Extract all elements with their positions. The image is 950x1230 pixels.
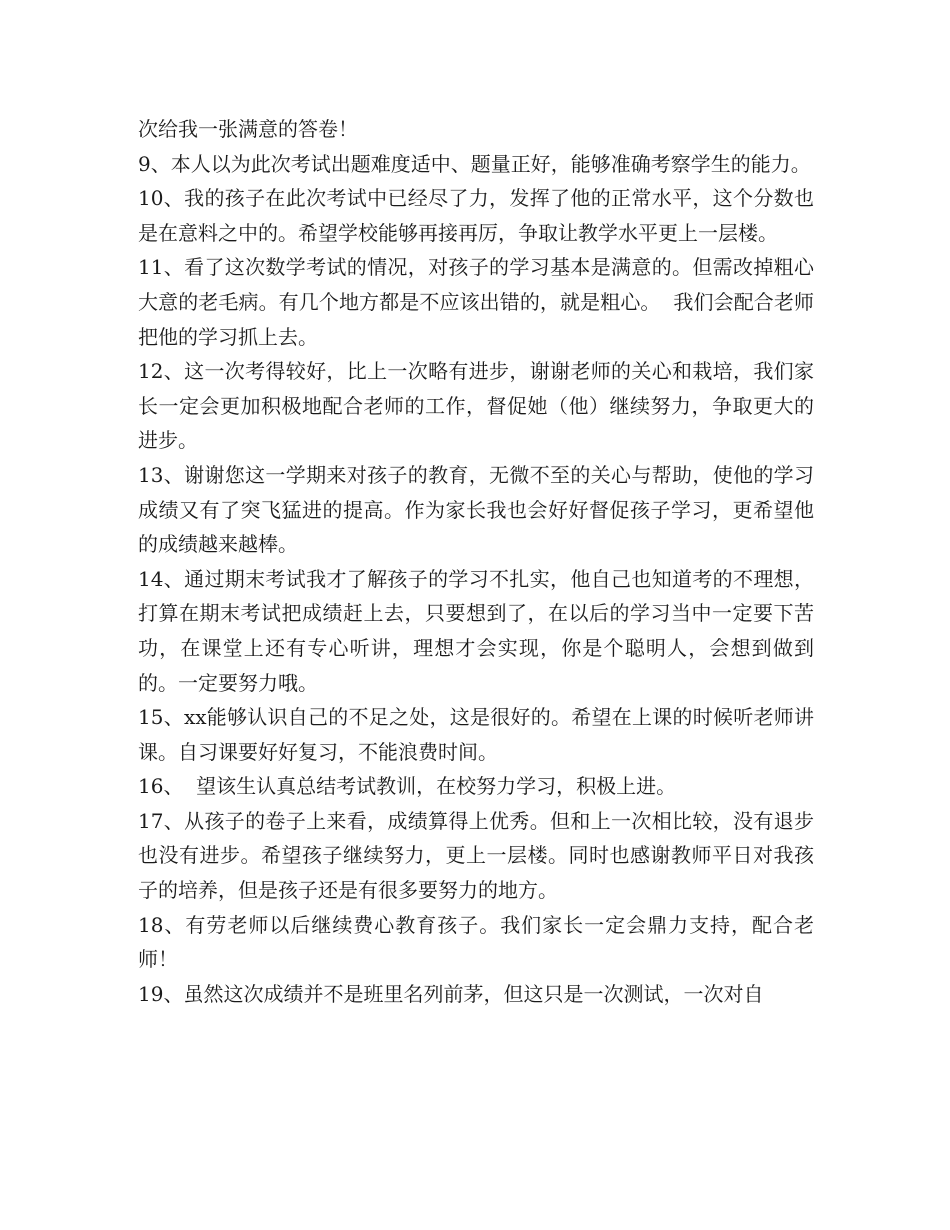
paragraph-item-16: 16、 望该生认真总结考试教训，在校努力学习，积极上进。 [138, 774, 677, 799]
paragraph-item-14: 14、通过期末考试我才了解孩子的学习不扎实，他自己也知道考的不理想，打算在期末考试把成绩赶上去，只要想到了，在以后的学习当中一定要下苦功，在课堂上还有专心听讲，理想才会实现，你是个聪明人，会想到做到的。一定要努力哦。 [138, 566, 814, 695]
paragraph-item-17: 17、从孩子的卷子上来看，成绩算得上优秀。但和上一次相比较，没有退步也没有进步。希望孩子继续努力，更上一层楼。同时也感谢教师平日对我孩子的培养，但是孩子还是有很多要努力的地方。 [138, 808, 814, 903]
paragraph-item-15: 15、xx能够认识自己的不足之处，这是很好的。希望在上课的时候听老师讲课。自习课要好好复习，不能浪费时间。 [138, 705, 814, 764]
paragraph-item-13: 13、谢谢您这一学期来对孩子的教育，无微不至的关心与帮助，使他的学习成绩又有了突飞猛进的提高。作为家长我也会好好督促孩子学习，更希望他的成绩越来越棒。 [138, 462, 814, 557]
paragraph-item-11: 11、看了这次数学考试的情况，对孩子的学习基本是满意的。但需改掉粗心大意的老毛病。有几个地方都是不应该出错的，就是粗心。 我们会配合老师把他的学习抓上去。 [138, 255, 814, 349]
paragraph-continuation: 次给我一张满意的答卷！ [138, 117, 358, 141]
paragraph-item-12: 12、这一次考得较好，比上一次略有进步，谢谢老师的关心和栽培，我们家长一定会更加积极地配合老师的工作，督促她（他）继续努力，争取更大的进步。 [138, 359, 814, 453]
paragraph-item-19: 19、虽然这次成绩并不是班里名列前茅，但这只是一次测试，一次对自 [138, 981, 764, 1006]
paragraph-item-9: 9、本人以为此次考试出题难度适中、题量正好，能够准确考察学生的能力。 [138, 151, 811, 176]
paragraph-item-18: 18、有劳老师以后继续费心教育孩子。我们家长一定会鼎力支持，配合老师！ [138, 912, 814, 972]
document-page [138, 112, 814, 1011]
paragraph-item-10: 10、我的孩子在此次考试中已经尽了力，发挥了他的正常水平，这个分数也是在意料之中的。希望学校能够再接再厉，争取让教学水平更上一层楼。 [138, 186, 814, 245]
